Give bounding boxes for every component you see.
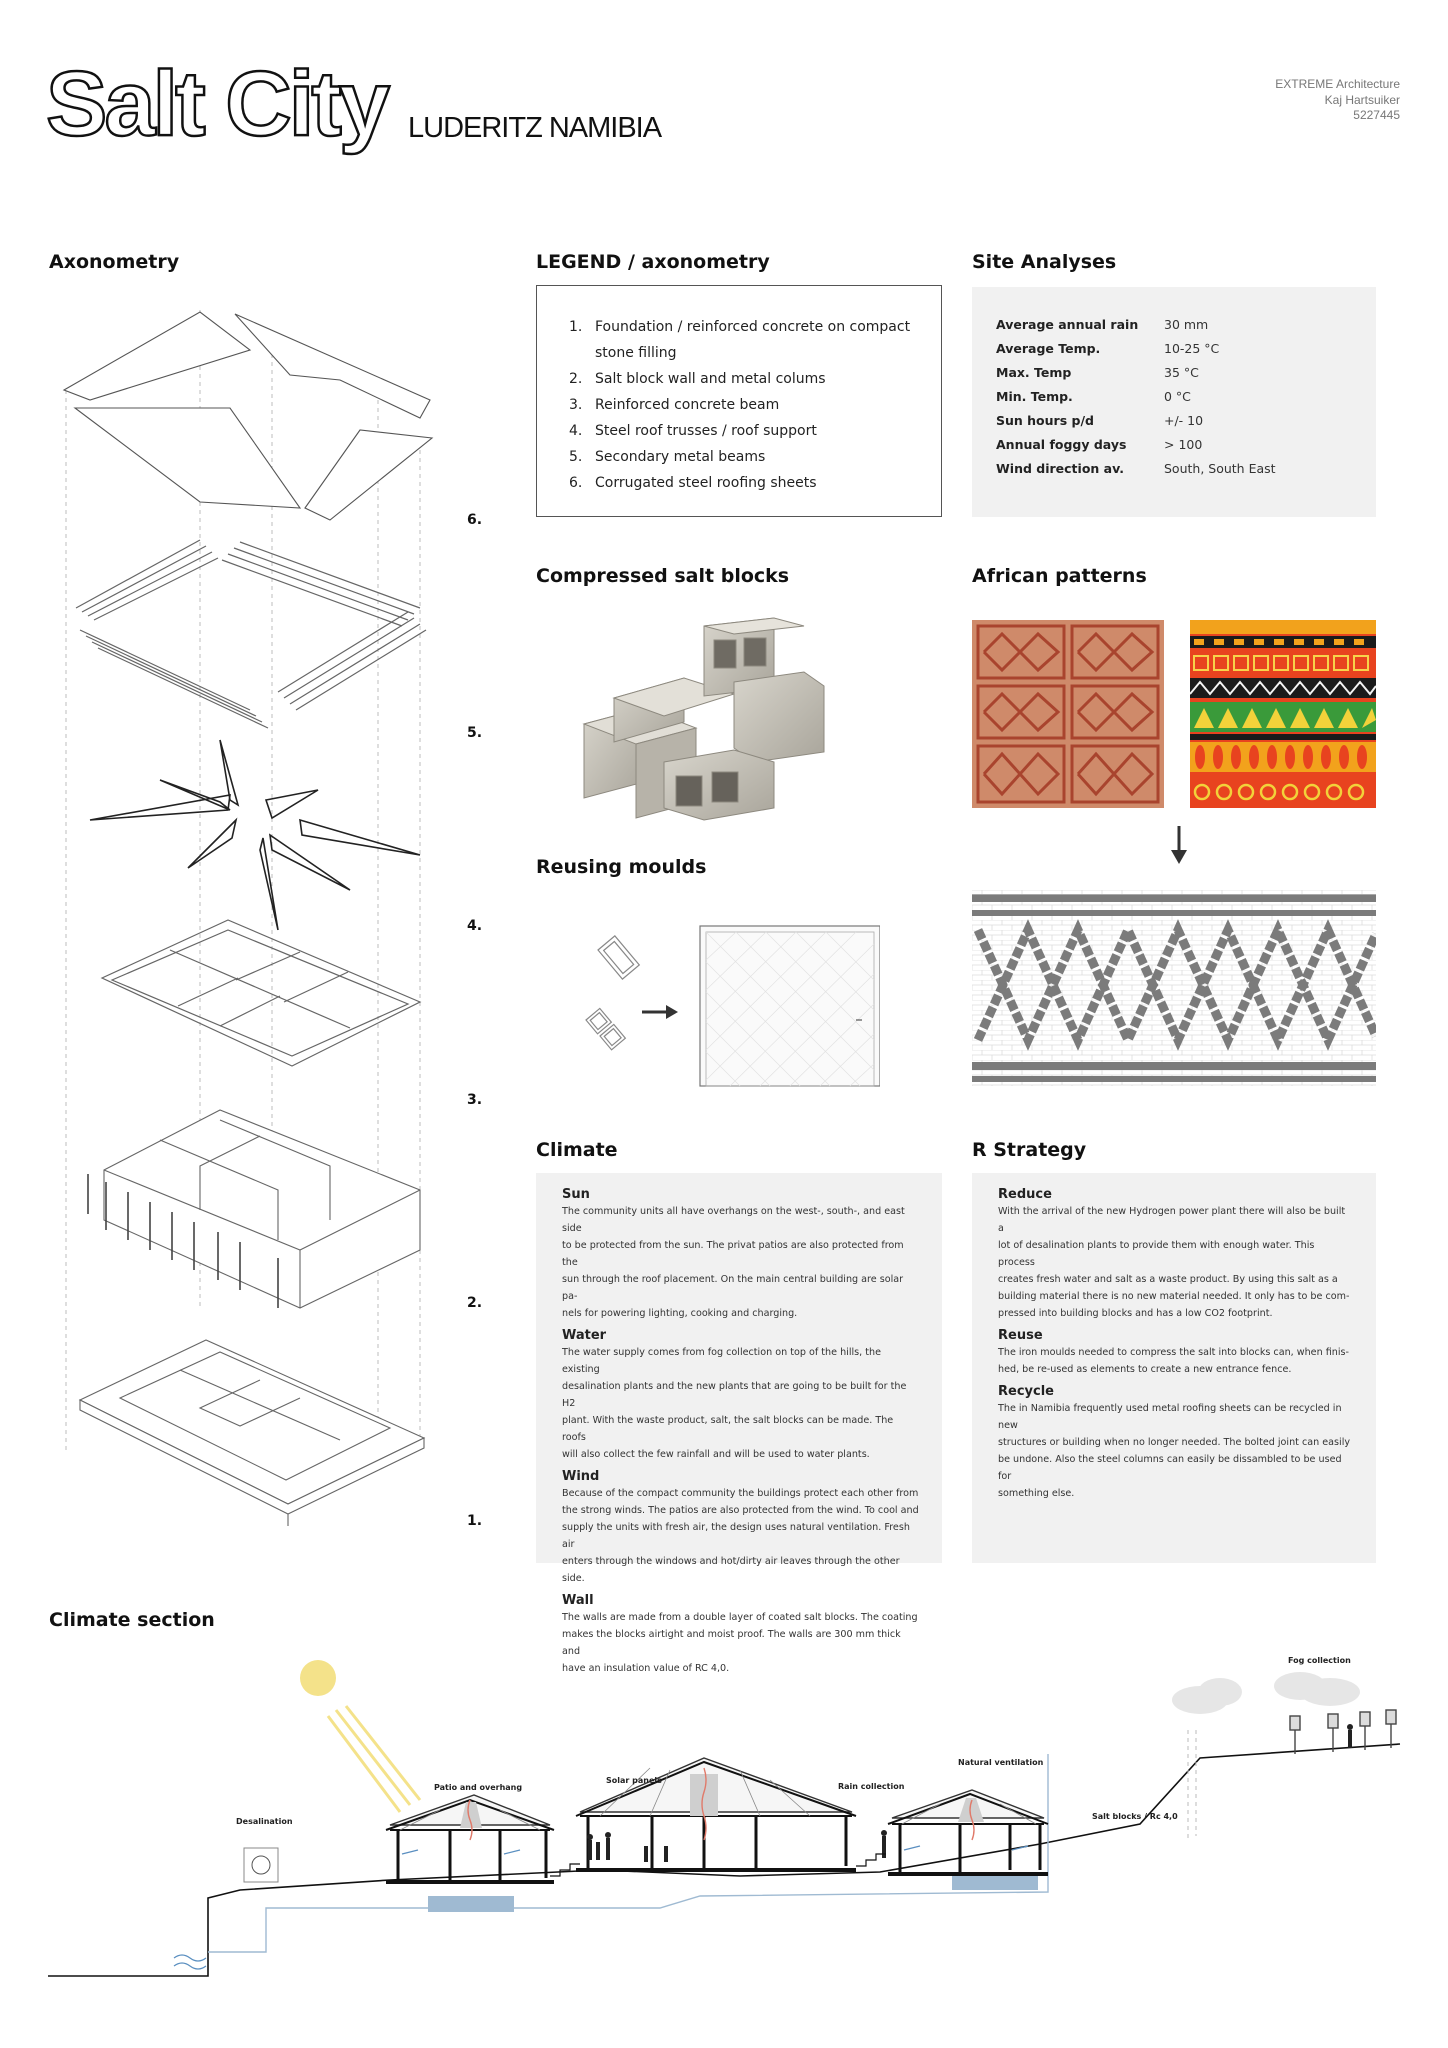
- water-tank: [428, 1896, 514, 1912]
- roof-trusses-layer: [90, 740, 420, 930]
- sun-icon: [300, 1660, 336, 1696]
- axonometry-drawing: [60, 290, 460, 1540]
- strategy-reuse-text: The iron moulds needed to compress the salt into blocks can, when finis- hed, be re-used as elements to create a new entrance fence.: [998, 1347, 1349, 1375]
- label-patio-overhang: Patio and overhang: [434, 1783, 523, 1792]
- credit-student-number: 5227445: [1353, 108, 1400, 122]
- r-strategy-heading: R Strategy: [972, 1139, 1087, 1161]
- climate-wall-title: Wall: [562, 1593, 594, 1608]
- legend-list: [569, 314, 921, 496]
- layer-number-3: 3.: [467, 1092, 483, 1108]
- salt-blocks-image: [578, 612, 840, 824]
- reusing-moulds-heading: Reusing moulds: [536, 856, 707, 878]
- site-row: Annual foggy days > 100: [996, 437, 1203, 452]
- climate-wind-text: Because of the compact community the buildings protect each other from the strong winds. The patios are also protected from the wind. To cool and supply the units with fresh air, the design uses natural ventilation. Fresh air enters through the windows and hot/dirty air leaves through the other side.: [562, 1488, 919, 1584]
- foundation-layer: [80, 1340, 424, 1526]
- site-row: Average Temp. 10-25 °C: [996, 341, 1220, 356]
- legend-box: [536, 285, 942, 517]
- salt-block-pattern-image: [972, 890, 1376, 1086]
- moulds-diagram: [580, 920, 880, 1088]
- brick-pattern-image: [972, 620, 1164, 808]
- site-row: Sun hours p/d +/- 10: [996, 413, 1204, 428]
- african-patterns-heading: African patterns: [972, 565, 1147, 587]
- credits: [1275, 77, 1400, 124]
- strategy-reduce-text: With the arrival of the new Hydrogen power plant there will also be built a lot of desalination plants to provide them with enough water. This process creates fresh water and salt as a waste product. By using this salt as a building material there is no new material needed. It only has to be com- pressed into building blocks and has a low CO2 footprint.: [998, 1206, 1350, 1319]
- legend-item: 1. Foundation / reinforced concrete on compact stone filling: [569, 319, 911, 361]
- site-row: Max. Temp 35 °C: [996, 365, 1199, 380]
- site-row: Min. Temp. 0 °C: [996, 389, 1191, 404]
- label-rain-collection: Rain collection: [838, 1782, 905, 1791]
- strategy-recycle-title: Recycle: [998, 1384, 1054, 1399]
- layer-number-6: 6.: [467, 512, 483, 528]
- layer-number-1: 1.: [467, 1513, 483, 1529]
- secondary-beams-layer: [76, 540, 426, 728]
- climate-wall-text: The walls are made from a double layer of coated salt blocks. The coating makes the blocks airtight and moist proof. The walls are 300 mm thick and have an insulation value of RC 4,0.: [562, 1612, 918, 1674]
- walls-layer: [88, 1110, 420, 1308]
- climate-wind-title: Wind: [562, 1469, 600, 1484]
- strategy-reduce-title: Reduce: [998, 1187, 1052, 1202]
- legend-item: 6. Corrugated steel roofing sheets: [569, 475, 817, 491]
- legend-item: 4. Steel roof trusses / roof support: [569, 423, 817, 439]
- credit-course: EXTREME Architecture: [1275, 77, 1400, 91]
- site-row: Average annual rain 30 mm: [996, 317, 1209, 332]
- layer-number-5: 5.: [467, 725, 483, 741]
- climate-sun-title: Sun: [562, 1187, 590, 1202]
- legend-item: 2. Salt block wall and metal colums: [569, 371, 826, 387]
- water-tank: [952, 1874, 1038, 1890]
- page-title: Salt City: [46, 53, 388, 155]
- r-strategy-panel: [972, 1173, 1376, 1563]
- legend-item: 5. Secondary metal beams: [569, 449, 766, 465]
- arrow-down-icon: [1168, 826, 1190, 866]
- label-salt-blocks: Salt blocks / Rc 4,0: [1092, 1812, 1178, 1821]
- site-analyses-heading: Site Analyses: [972, 251, 1117, 273]
- label-fog-collection: Fog collection: [1288, 1656, 1351, 1665]
- salt-blocks-heading: Compressed salt blocks: [536, 565, 790, 587]
- site-row: Wind direction av. South, South East: [996, 461, 1276, 476]
- roof-sheets-layer: [64, 312, 432, 520]
- site-analyses-panel: [972, 287, 1376, 517]
- credit-author: Kaj Hartsuiker: [1324, 92, 1400, 107]
- kente-pattern-image: [1190, 620, 1376, 808]
- legend-item: 3. Reinforced concrete beam: [569, 397, 780, 413]
- label-natural-ventilation: Natural ventilation: [958, 1758, 1044, 1767]
- layer-number-4: 4.: [467, 918, 483, 934]
- fog-cloud-icon: [1172, 1672, 1360, 1714]
- legend-heading: LEGEND / axonometry: [536, 251, 770, 273]
- label-desalination: Desalination: [236, 1817, 293, 1826]
- label-solar-panels: Solar panels: [606, 1776, 662, 1785]
- strategy-reuse-title: Reuse: [998, 1328, 1043, 1343]
- strategy-recycle-text: The in Namibia frequently used metal roofing sheets can be recycled in new structures or building when no longer needed. The bolted joint can easily be undone. Also the steel columns can easily be dissambled to be used for something else.: [998, 1403, 1351, 1499]
- climate-water-title: Water: [562, 1328, 607, 1343]
- layer-number-2: 2.: [467, 1295, 483, 1311]
- concrete-beams-layer: [102, 920, 420, 1066]
- climate-section-heading: Climate section: [49, 1609, 215, 1631]
- climate-sun-text: The community units all have overhangs on the west-, south-, and east side to be protected from the sun. The privat patios are also protected from the sun through the roof placement. On the main central building are solar pa- nels for powering lighting, cooking and charging.: [562, 1206, 905, 1319]
- axonometry-heading: Axonometry: [49, 251, 180, 273]
- page-subtitle: LUDERITZ NAMIBIA: [408, 112, 662, 144]
- climate-water-text: The water supply comes from fog collection on top of the hills, the existing desalination plants and the new plants that are going to be built for the H2 plant. With the waste product, salt, the salt blocks can be made. The roofs will also collect the few rainfall and will be used to water plants.: [562, 1347, 907, 1460]
- climate-panel: [536, 1173, 942, 1674]
- climate-heading: Climate: [536, 1139, 618, 1161]
